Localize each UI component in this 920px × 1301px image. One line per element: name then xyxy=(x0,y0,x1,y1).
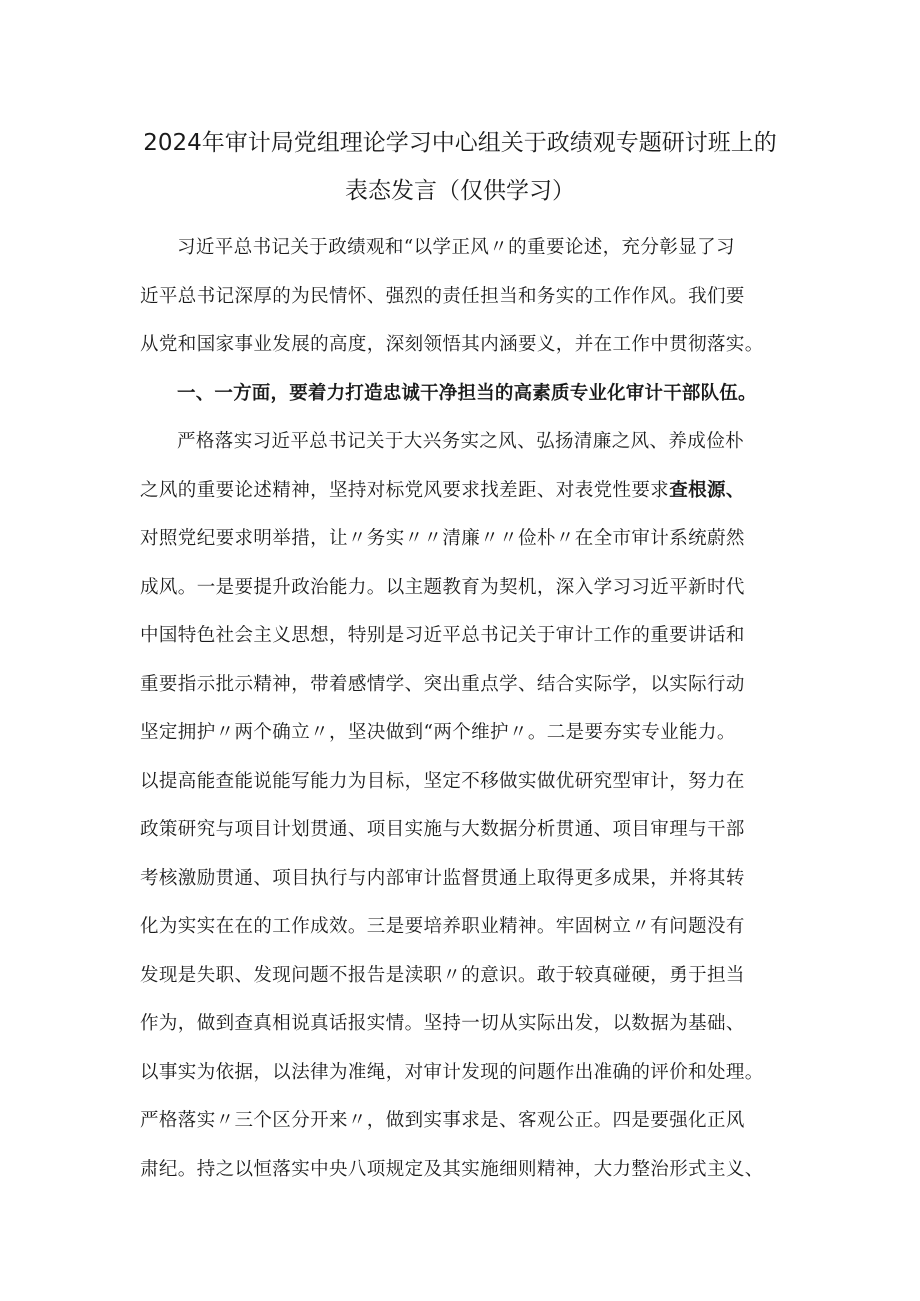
paragraph-2-line-12: 发现是失职、发现问题不报告是渎职〃的意识。敢于较真碰硬，勇于担当 xyxy=(140,964,745,986)
paragraph-2-line-4: 成风。一是要提升政治能力。以主题教育为契机，深入学习习近平新时代 xyxy=(140,576,745,598)
paragraph-2-line-6: 重要指示批示精神，带着感情学、突出重点学、结合实际学，以实际行动 xyxy=(140,673,745,695)
document-title-line-1: 2024年审计局党组理论学习中心组关于政绩观专题研讨班上的 xyxy=(143,130,777,156)
paragraph-2-line-10: 考核激励贯通、项目执行与内部审计监督贯通上取得更多成果，并将其转 xyxy=(140,867,745,889)
paragraph-2-line-11: 化为实实在在的工作成效。三是要培养职业精神。牢固树立〃有问题没有 xyxy=(140,916,745,937)
paragraph-2-line-13: 作为，做到查真相说真话报实情。坚持一切从实际出发，以数据为基础、 xyxy=(140,1013,745,1034)
paragraph-1-line-1: 习近平总书记关于政绩观和“以学正风〃的重要论述，充分彰显了习 xyxy=(177,237,735,258)
paragraph-2-line-14: 以事实为依据，以法律为准绳，对审计发现的问题作出准确的评价和处理。 xyxy=(140,1061,764,1083)
paragraph-2-line-3: 对照党纪要求明举措，让〃务实〃〃清廉〃〃俭朴〃在全市审计系统蔚然 xyxy=(140,528,745,549)
paragraph-1-line-2: 近平总书记深厚的为民情怀、强烈的责任担当和务实的工作作风。我们要 xyxy=(140,285,745,307)
paragraph-2-line-7: 坚定拥护〃两个确立〃，坚决做到“两个维护〃。二是要夯实专业能力。 xyxy=(140,722,736,743)
paragraph-2-line-1: 严格落实习近平总书记关于大兴务实之风、弘扬清廉之风、养成俭朴 xyxy=(177,431,745,452)
paragraph-2-line-16: 肃纪。持之以恒落实中央八项规定及其实施细则精神，大力整治形式主义、 xyxy=(140,1158,764,1180)
section-heading-1: 一、一方面，要着力打造忠诚干净担当的高素质专业化审计干部队伍。 xyxy=(177,382,757,404)
paragraph-2-line-2-text: 之风的重要论述精神，坚持对标党风要求找差距、对表党性要求 xyxy=(140,479,670,501)
paragraph-2-line-5: 中国特色社会主义思想，特别是习近平总书记关于审计工作的重要讲话和 xyxy=(140,625,745,646)
paragraph-2-line-2 xyxy=(140,467,800,516)
paragraph-2-line-2-bold-text: 查根源、 xyxy=(669,479,745,501)
paragraph-2-line-9: 政策研究与项目计划贯通、项目实施与大数据分析贯通、项目审理与干部 xyxy=(140,819,745,840)
document-body xyxy=(140,224,800,1194)
paragraph-2-line-15: 严格落实〃三个区分开来〃，做到实事求是、客观公正。四是要强化正风 xyxy=(140,1110,745,1131)
paragraph-1-line-3: 从党和国家事业发展的高度，深刻领悟其内涵要义，并在工作中贯彻落实。 xyxy=(140,334,764,355)
document-title-line-2: 表态发言（仅供学习） xyxy=(345,178,575,204)
paragraph-2-line-8: 以提高能查能说能写能力为目标，坚定不移做实做优研究型审计，努力在 xyxy=(140,770,745,792)
